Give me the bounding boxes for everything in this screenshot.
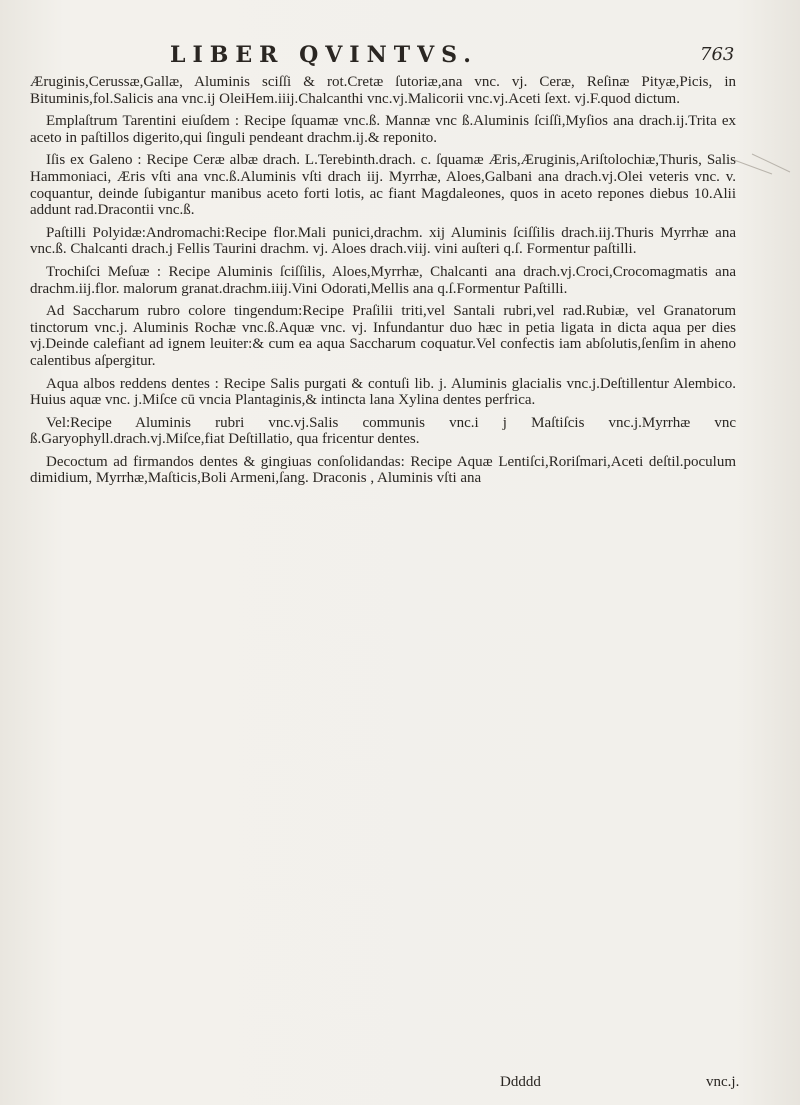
running-head: LIBER QVINTVS. bbox=[170, 42, 478, 68]
body-text bbox=[30, 74, 736, 493]
paragraph-8: Vel:Recipe Aluminis rubri vnc.vj.Salis communis vnc.i j Maſtiſcis vnc.j.Myrrhæ vnc ß.Garyophyll.drach.vj.Miſce,fiat Deſtillatio, qua fricentur dentes. bbox=[30, 414, 736, 448]
page-number: 763 bbox=[700, 44, 735, 65]
margin-scribble-icon bbox=[732, 150, 792, 180]
paragraph-7: Aqua albos reddens dentes : Recipe Salis purgati & contuſi lib. j. Aluminis glacialis vnc.j.Deſtillentur Alembico. Huius aquæ vnc. j.Miſce cū vncia Plantaginis,& intincta lana Xylina dentes perfrica. bbox=[30, 375, 736, 409]
paragraph-4: Paſtilli Polyidæ:Andromachi:Recipe flor.Mali punici,drachm. xij Aluminis ſciſſilis drach.iij.Thuris Myrrhæ ana vnc.ß. Chalcanti drach.j Fellis Taurini drachm. vj. Aloes drach.viij. vini auſteri q.ſ. Formentur paſtilli. bbox=[30, 224, 736, 258]
signature-mark: Ddddd bbox=[500, 1074, 541, 1090]
page-header bbox=[0, 42, 800, 72]
catchword: vnc.j. bbox=[706, 1074, 740, 1090]
paragraph-9: Decoctum ad firmandos dentes & gingiuas conſolidandas: Recipe Aquæ Lentiſci,Roriſmari,Aceti deſtil.poculum dimidium, Myrrhæ,Maſticis,Boli Armeni,ſang. Draconis , Aluminis vſti ana bbox=[30, 453, 736, 487]
paragraph-2: Emplaſtrum Tarentini eiuſdem : Recipe ſquamæ vnc.ß. Mannæ vnc ß.Aluminis ſciſſi,Myſios ana drach.ij.Trita ex aceto in paſtillos digerito,qui ſinguli pendeant drachm.ij.& reponito. bbox=[30, 113, 736, 146]
paragraph-1: Æruginis,Cerussæ,Gallæ, Aluminis sciſſi & rot.Cretæ ſutoriæ,ana vnc. vj. Ceræ, Reſinæ Pityæ,Picis, in Bituminis,fol.Salicis ana vnc.ij OleiHem.iiij.Chalcanthi vnc.vj.Malicorii vnc.vj.Aceti ſext. vj.F.quod dictum. bbox=[30, 74, 736, 107]
paragraph-3: Iſis ex Galeno : Recipe Ceræ albæ drach. L.Terebinth.drach. c. ſquamæ Æris,Æruginis,Ariſtolochiæ,Thuris, Salis Hammoniaci, Æris vſti ana vnc.ß.Aluminis vſti drach iij. Myrrhæ, Aloes,Galbani ana drach.vj.Olei veteris vnc. v. coquantur, deinde ſubigantur manibus aceto forti lotis, ac fiant Magdaleones, quos in aceto repones diebus 10.Alii addunt rad.Dracontii vnc.ß. bbox=[30, 152, 736, 219]
paragraph-5: Trochiſci Meſuæ : Recipe Aluminis ſciſſilis, Aloes,Myrrhæ, Chalcanti ana drach.vj.Croci,Crocomagmatis ana drachm.iij.flor. malorum granat.drachm.iiij.Vini Odorati,Mellis ana q.ſ.Formentur Paſtilli. bbox=[30, 263, 736, 297]
paragraph-6: Ad Saccharum rubro colore tingendum:Recipe Praſilii triti,vel Santali rubri,vel rad.Rubiæ, vel Granatorum tinctorum vnc.j. Aluminis Rochæ vnc.ß.Aquæ vnc. vj. Infundantur duo hæc in petia ligata in dicta aqua per dies vj.Deinde calefiant ad ignem leuiter:& cum ea aqua Saccharum coquatur.Vel confectis iam abſolutis,ſenſim in aheno calentibus aſpergitur. bbox=[30, 303, 736, 369]
